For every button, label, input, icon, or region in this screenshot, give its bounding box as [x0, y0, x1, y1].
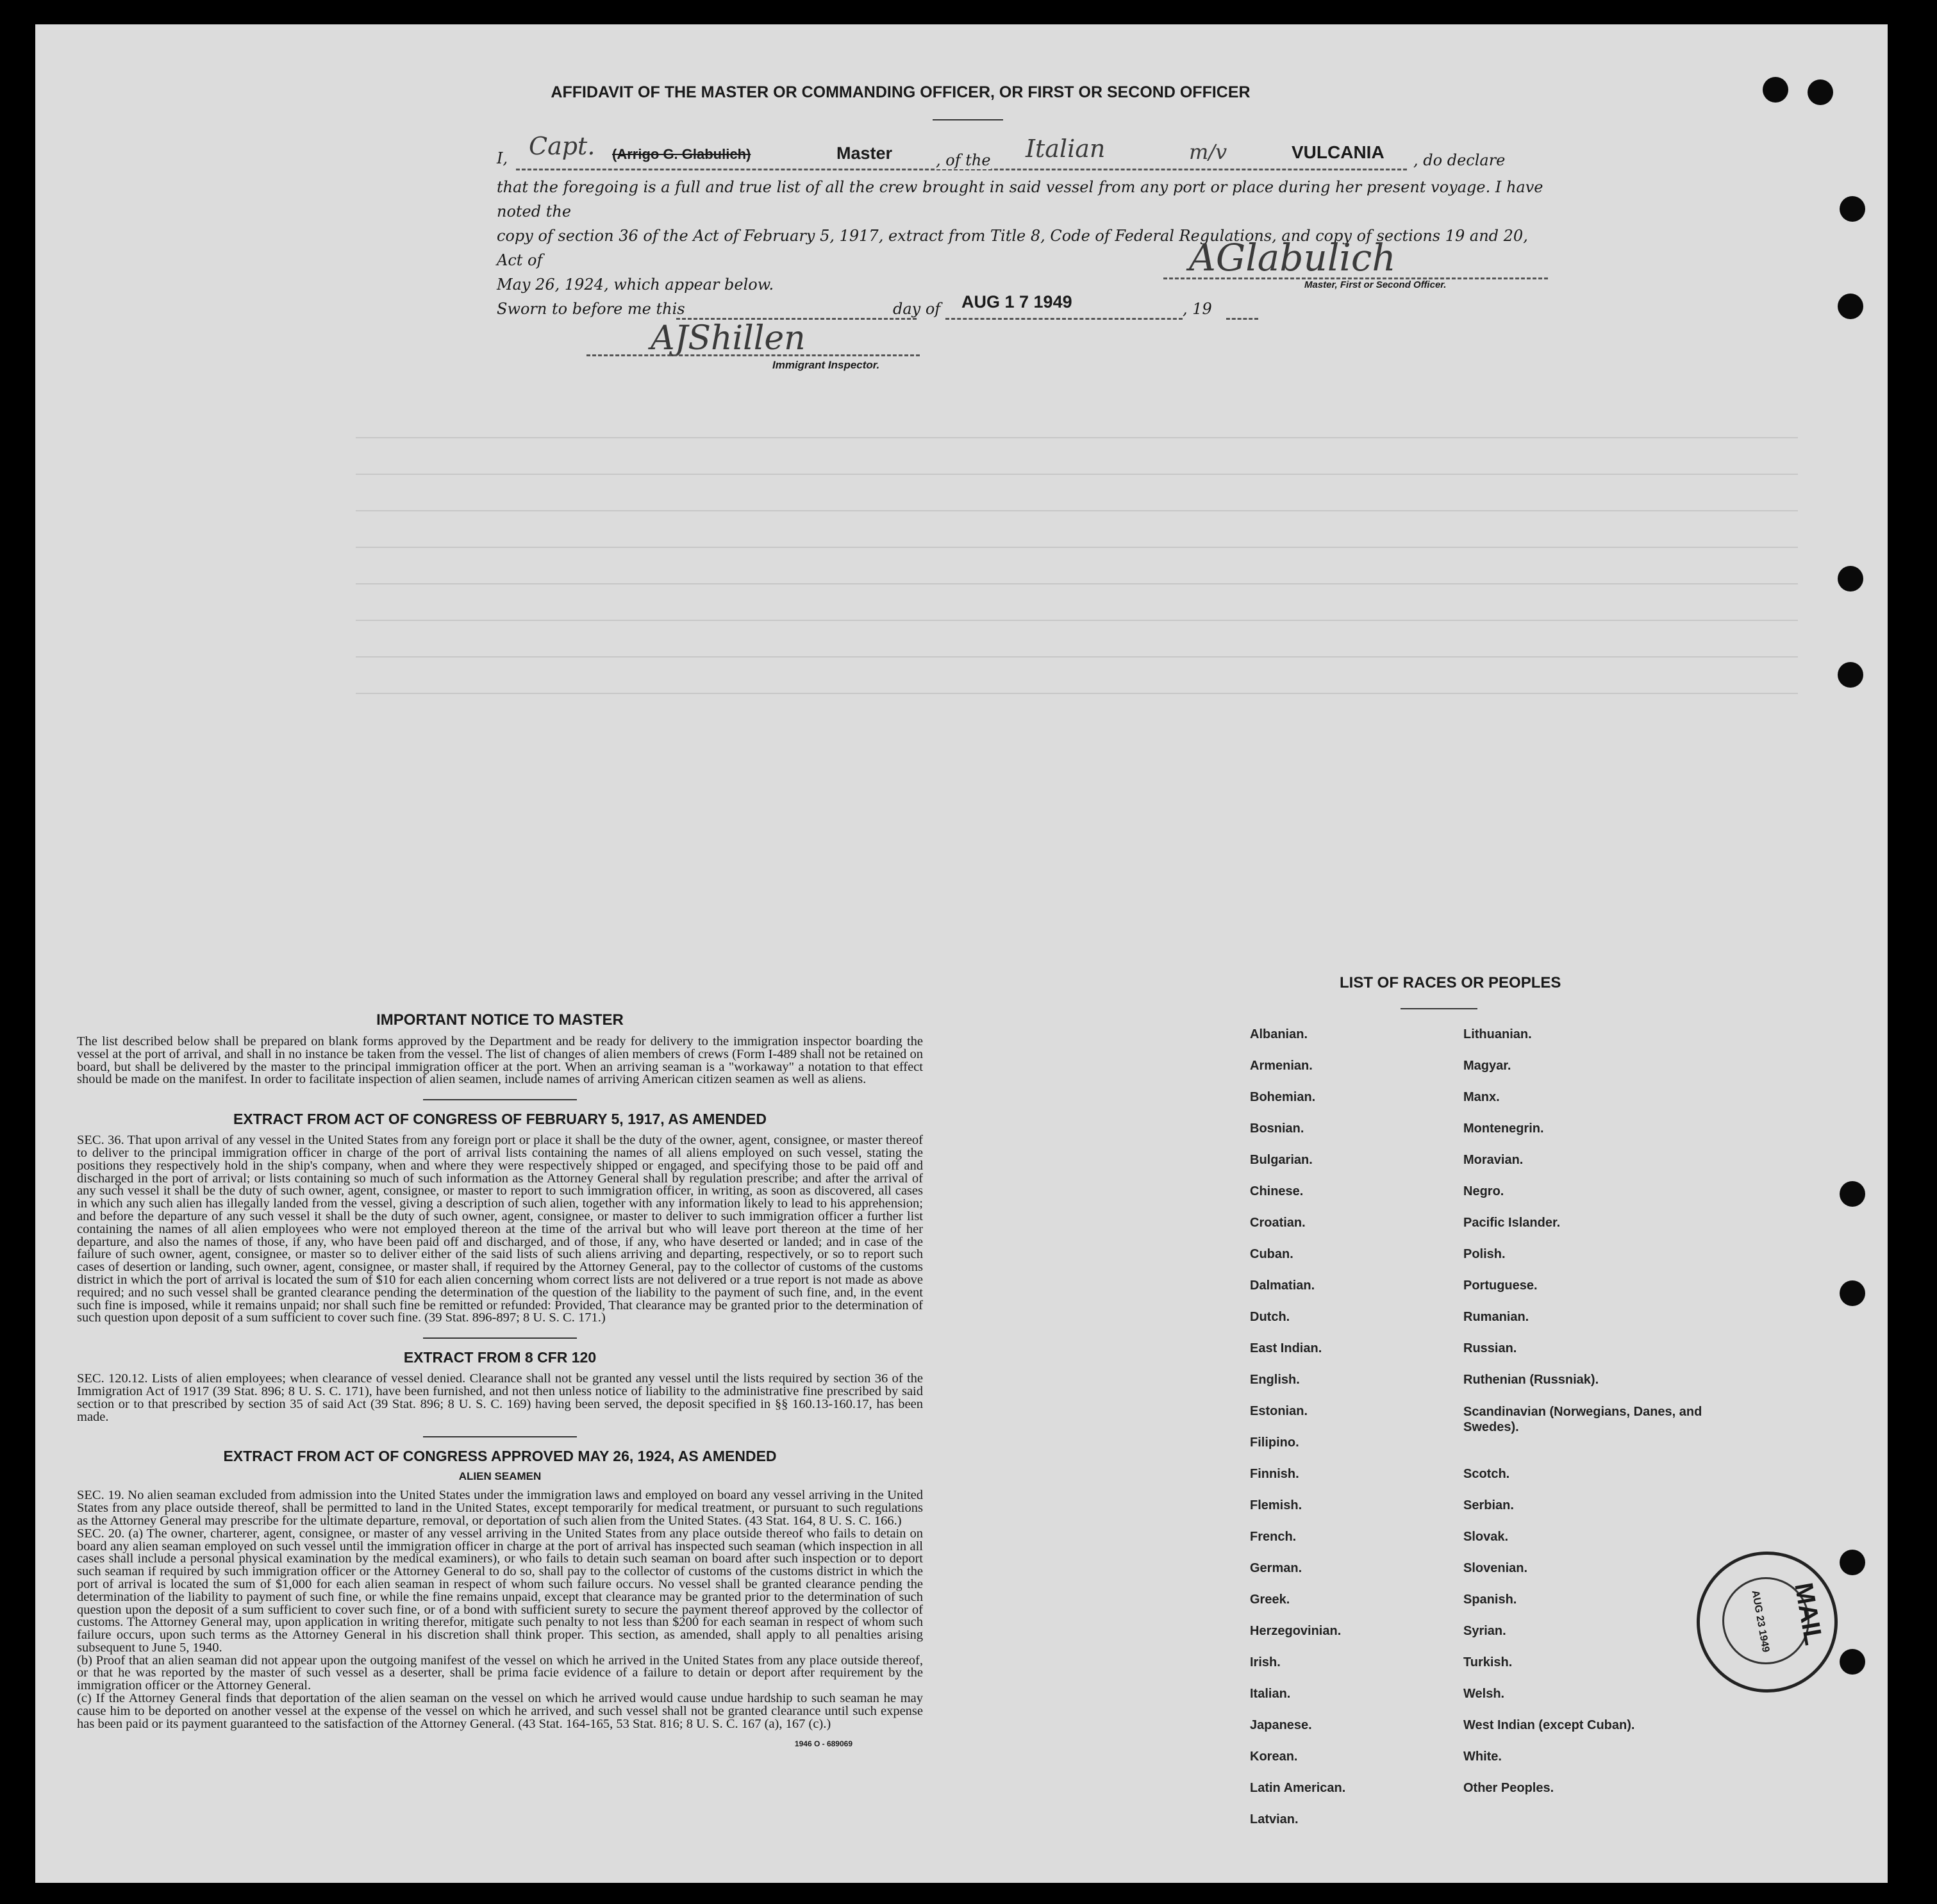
affidavit-title: AFFIDAVIT OF THE MASTER OR COMMANDING OFFICER, OR FIRST OR SECOND OFFICER [551, 83, 1251, 101]
race-item: Albanian. [1250, 1027, 1308, 1041]
race-item: Dutch. [1250, 1310, 1290, 1324]
master-signature: AGlabulich [1189, 236, 1396, 279]
master-name: (Arrigo G. Glabulich) [612, 146, 751, 162]
race-item: Pacific Islander. [1463, 1216, 1561, 1230]
divider [1401, 1008, 1477, 1009]
capt-handwriting: Capt. [529, 132, 595, 160]
notice-body: The list described below shall be prepared on blank forms approved by the Department and be ready for delivery to the immigration inspector boarding the vessel at the port of arrival, and shall in no instance be taken from the vessel. The list of changes of alien members of crews (Form I-489 shall not be retained on board, but shall be delivered by the master to the principal immigration officer at the port. When an arriving seaman is a "workaway" a notation to that effect should be made on the manifest. In order to facilitate inspection of alien seamen, include names of arriving American citizen seamen as well as aliens. [77, 1034, 923, 1087]
year-line [1226, 311, 1258, 320]
race-item: Slovak. [1463, 1530, 1509, 1544]
race-item: Filipino. [1250, 1436, 1299, 1450]
race-item: White. [1463, 1750, 1502, 1764]
mail-date-stamp [1697, 1552, 1838, 1693]
race-item: Bohemian. [1250, 1090, 1316, 1104]
punch-hole [1840, 1280, 1865, 1306]
race-item: East Indian. [1250, 1341, 1322, 1355]
inspector-signature-line [586, 348, 920, 356]
race-item: Armenian. [1250, 1059, 1313, 1073]
race-item: Bosnian. [1250, 1122, 1304, 1136]
print-code: 1946 O - 689069 [794, 1739, 852, 1749]
alien-seamen-subtitle: ALIEN SEAMEN [458, 1470, 542, 1483]
race-item: West Indian (except Cuban). [1463, 1718, 1635, 1732]
race-item: Latin American. [1250, 1781, 1346, 1795]
race-item: Rumanian. [1463, 1310, 1529, 1324]
affidavit-line-4: May 26, 1924, which appear below. [497, 276, 774, 294]
race-item: Irish. [1250, 1655, 1281, 1669]
race-item: Other Peoples. [1463, 1781, 1554, 1795]
date-line [945, 311, 1183, 320]
stamp-date-text: AUG 23 1949 [1749, 1589, 1772, 1653]
cfr-title: EXTRACT FROM 8 CFR 120 [403, 1349, 597, 1366]
i-label: I, [497, 149, 508, 167]
race-item: Turkish. [1463, 1655, 1513, 1669]
race-item: Bulgarian. [1250, 1153, 1313, 1167]
sec-20b-body: (b) Proof that an alien seaman did not appear upon the outgoing manifest of the vessel on which he arrived in the United States from any place outside thereof, or that he was reported by the master of such vessel as a deserter, shall be prima facie evidence of a failure to detain or deport after requirement by the immigration officer or the Attorney General. [77, 1653, 923, 1693]
punch-hole [1840, 196, 1865, 222]
race-item: Japanese. [1250, 1718, 1312, 1732]
punch-hole [1838, 294, 1863, 319]
race-item: Magyar. [1463, 1059, 1511, 1073]
inspector-label: Immigrant Inspector. [772, 359, 880, 371]
race-item: Lithuanian. [1463, 1027, 1532, 1041]
punch-hole [1838, 566, 1863, 592]
race-item: Montenegrin. [1463, 1122, 1544, 1136]
divider [423, 1337, 577, 1339]
race-item: Herzegovinian. [1250, 1624, 1342, 1638]
race-item: Dalmatian. [1250, 1279, 1315, 1293]
divider [423, 1099, 577, 1100]
races-left-column [1250, 1027, 1455, 1844]
inspector-signature: AJShillen [651, 319, 806, 358]
master-signature-label: Master, First or Second Officer. [1304, 279, 1447, 290]
extract-1917-title: EXTRACT FROM ACT OF CONGRESS OF FEBRUARY 5, 1917, AS AMENDED [233, 1111, 767, 1128]
race-item: Flemish. [1250, 1498, 1302, 1512]
manifest-page [35, 24, 1888, 1883]
race-item: Ruthenian (Russniak). [1463, 1373, 1599, 1387]
race-item: Latvian. [1250, 1812, 1299, 1826]
cfr-body: SEC. 120.12. Lists of alien employees; when clearance of vessel denied. Clearance shall not be granted any vessel until the lists required by section 36 of the Immigration Act of 1917 (39 Stat. 896; 8 U. S. C. 171), have been furnished, and not then unless notice of liability to the administrative fine prescribed by said section or to that prescribed by section 35 of said Act (39 Stat. 896; 8 U. S. C. 169) having been served, the deposit specified in §§ 160.13-160.17, has been made. [77, 1371, 923, 1424]
race-item: Scotch. [1463, 1467, 1510, 1481]
sec-20c-body: (c) If the Attorney General finds that deportation of the alien seaman on the vessel on which he arrived would cause undue hardship to such seaman he may cause him to be deported on another vessel at the expense of the vessel on which he arrived, and such vessel shall not be granted clearance until such expense has been paid or its payment guaranteed to the satisfaction of the Attorney General. (43 Stat. 164-165, 53 Stat. 816; 8 U. S. C. 167 (a), 167 (c).) [77, 1691, 923, 1731]
race-item: Portuguese. [1463, 1279, 1538, 1293]
vessel-type-handwriting: m/v [1189, 140, 1227, 164]
race-item: German. [1250, 1561, 1302, 1575]
race-item: Estonian. [1250, 1404, 1308, 1418]
punch-hole [1840, 1550, 1865, 1575]
divider [423, 1436, 577, 1437]
of-the-label: , of the [936, 151, 991, 169]
notice-title: IMPORTANT NOTICE TO MASTER [376, 1011, 624, 1029]
extract-1917-body: SEC. 36. That upon arrival of any vessel in the United States from any foreign port or place it shall be the duty of the owner, agent, consignee, or master thereof to deliver to the principal immigration officer in charge of the port of arrival lists containing the names of all aliens employed on such vessel, stating the positions they respectively hold in the ship's company, when and where they were respectively shipped or engaged, and specifying those to be paid off and discharged in the port of arrival; or lists containing so much of such information as the Attorney General shall by regulation prescribe; and after the arrival of any such vessel it shall be the duty of such owner, agent, consignee, or master to report to such immigration officer, in writing, as soon as discovered, all cases in which any such alien has illegally landed from the vessel, giving a description of such alien, together with any information likely to lead to his apprehension; and before the departure of any such vessel it shall be the duty of such owner, agent, consignee, or master to deliver to such immigration officer a further list containing the names of all alien employees who were not employed thereon at the time of the arrival but who will leave port thereon at the time of her departure, and also the names of those, if any, who have been paid off and discharged, and of those, if any, who have deserted or landed; and in case of the failure of such owner, agent, consignee, or master so to deliver either of the said lists of such aliens arriving and departing, respectively, or so to report such cases of desertion or landing, such owner, agent, consignee, or master shall, if required by the Attorney General, pay to the collector of customs of the customs district in which the port of arrival is located the sum of $10 for each alien concerning whom correct lists are not delivered or a true report is not made as above required; and no such vessel shall be granted clearance pending the determination of the question of the liability to the payment of such fine, and, in the event such fine is imposed, while it remains unpaid; nor shall such fine be remitted or refunded: Provided, That clearance may be granted prior to the determination of such question upon deposit of a sum sufficient to cover such fine. (39 Stat. 896-897; 8 U. S. C. 171.) [77, 1133, 923, 1325]
vessel-name: VULCANIA [1292, 142, 1384, 162]
race-item: Welsh. [1463, 1687, 1505, 1701]
race-item: Polish. [1463, 1247, 1506, 1261]
bleed-through [356, 409, 1798, 729]
race-item: Slovenian. [1463, 1561, 1528, 1575]
punch-hole [1808, 79, 1833, 105]
race-item: Scandinavian (Norwegians, Danes, and Swedes). [1463, 1405, 1702, 1434]
sec-20a-body: SEC. 20. (a) The owner, charterer, agent, consignee, or master of any vessel arriving in the United States from any place outside thereof who fails to detain on board any alien seaman employed on such vessel until the immigration officer in charge at the port of arrival has inspected such seaman (which inspection in all cases shall include a personal physical examination by the medical examiners), or who fails to detain such seaman on board after such inspection or to deport such seaman if required by such immigration officer or the Attorney General to do so, shall pay to the collector of customs of the customs district in which the port of arrival is located the sum of $1,000 for each alien seaman in respect of whom such failure occurs. No vessel shall be granted clearance pending the determination of the liability to payment of such fine, or while the fine remains unpaid, except that clearance may be granted prior to the determination of such question upon the deposit of a sum sufficient to cover such fine, or of a bond with sufficient surety to secure the payment thereof approved by the collector of customs. The Attorney General may, upon application in writing therefor, mitigate such penalty to not less than $200 for each seaman in respect of whom such failure occurs, upon such terms as the Attorney General in his discretion shall think proper. This section, as amended, shall apply to all penalties arising subsequent to June 5, 1940. [77, 1526, 923, 1655]
punch-hole [1840, 1649, 1865, 1675]
race-item: Greek. [1250, 1593, 1290, 1607]
punch-hole [1838, 662, 1863, 688]
race-item: Korean. [1250, 1750, 1298, 1764]
affidavit-line-3: copy of section 36 of the Act of February 5, 1917, extract from Title 8, Code of Federal Regulations, and copy of sections 19 and 20, Act of [497, 227, 1528, 269]
notice-section [77, 1011, 923, 1748]
year-label: , 19 [1183, 300, 1212, 318]
race-item: Chinese. [1250, 1184, 1304, 1198]
race-item: Croatian. [1250, 1216, 1306, 1230]
sworn-date: AUG 1 7 1949 [961, 292, 1072, 311]
punch-hole [1840, 1181, 1865, 1207]
nationality-handwriting: Italian [1026, 135, 1106, 163]
sworn-label: Sworn to before me this [497, 300, 685, 318]
day-of-label: day of [888, 300, 945, 318]
race-item: Moravian. [1463, 1153, 1524, 1167]
do-declare: , do declare [1413, 151, 1506, 169]
race-item: Spanish. [1463, 1593, 1517, 1607]
punch-hole [1763, 77, 1788, 103]
race-item: Manx. [1463, 1090, 1500, 1104]
sec-19-body: SEC. 19. No alien seaman excluded from admission into the United States under the immigration laws and employed on board any vessel arriving in the United States from any place outside thereof, shall be permitted to land in the United States, except temporarily for medical treatment, or pursuant to such regulations as the Attorney General may prescribe for the ultimate departure, removal, or deportation of such alien from the United States. (43 Stat. 164, 8 U. S. C. 166.) [77, 1488, 923, 1528]
race-item: Russian. [1463, 1341, 1517, 1355]
race-item: Italian. [1250, 1687, 1291, 1701]
master-stamp: Master [836, 144, 893, 163]
stamp-mail-text: MAIL [1789, 1580, 1828, 1648]
divider [933, 119, 1003, 120]
race-item: Serbian. [1463, 1498, 1514, 1512]
race-item: Finnish. [1250, 1467, 1299, 1481]
race-item: English. [1250, 1373, 1300, 1387]
extract-1924-title: EXTRACT FROM ACT OF CONGRESS APPROVED MAY 26, 1924, AS AMENDED [223, 1448, 777, 1465]
races-right-column [1463, 1027, 1733, 1812]
race-item: Cuban. [1250, 1247, 1293, 1261]
race-item: Syrian. [1463, 1624, 1506, 1638]
race-item: Negro. [1463, 1184, 1504, 1198]
race-item: French. [1250, 1530, 1297, 1544]
affidavit-line-2: that the foregoing is a full and true list of all the crew brought in said vessel from any port or place during her present voyage. I have noted the [497, 178, 1543, 220]
races-title: LIST OF RACES OR PEOPLES [1340, 974, 1561, 991]
